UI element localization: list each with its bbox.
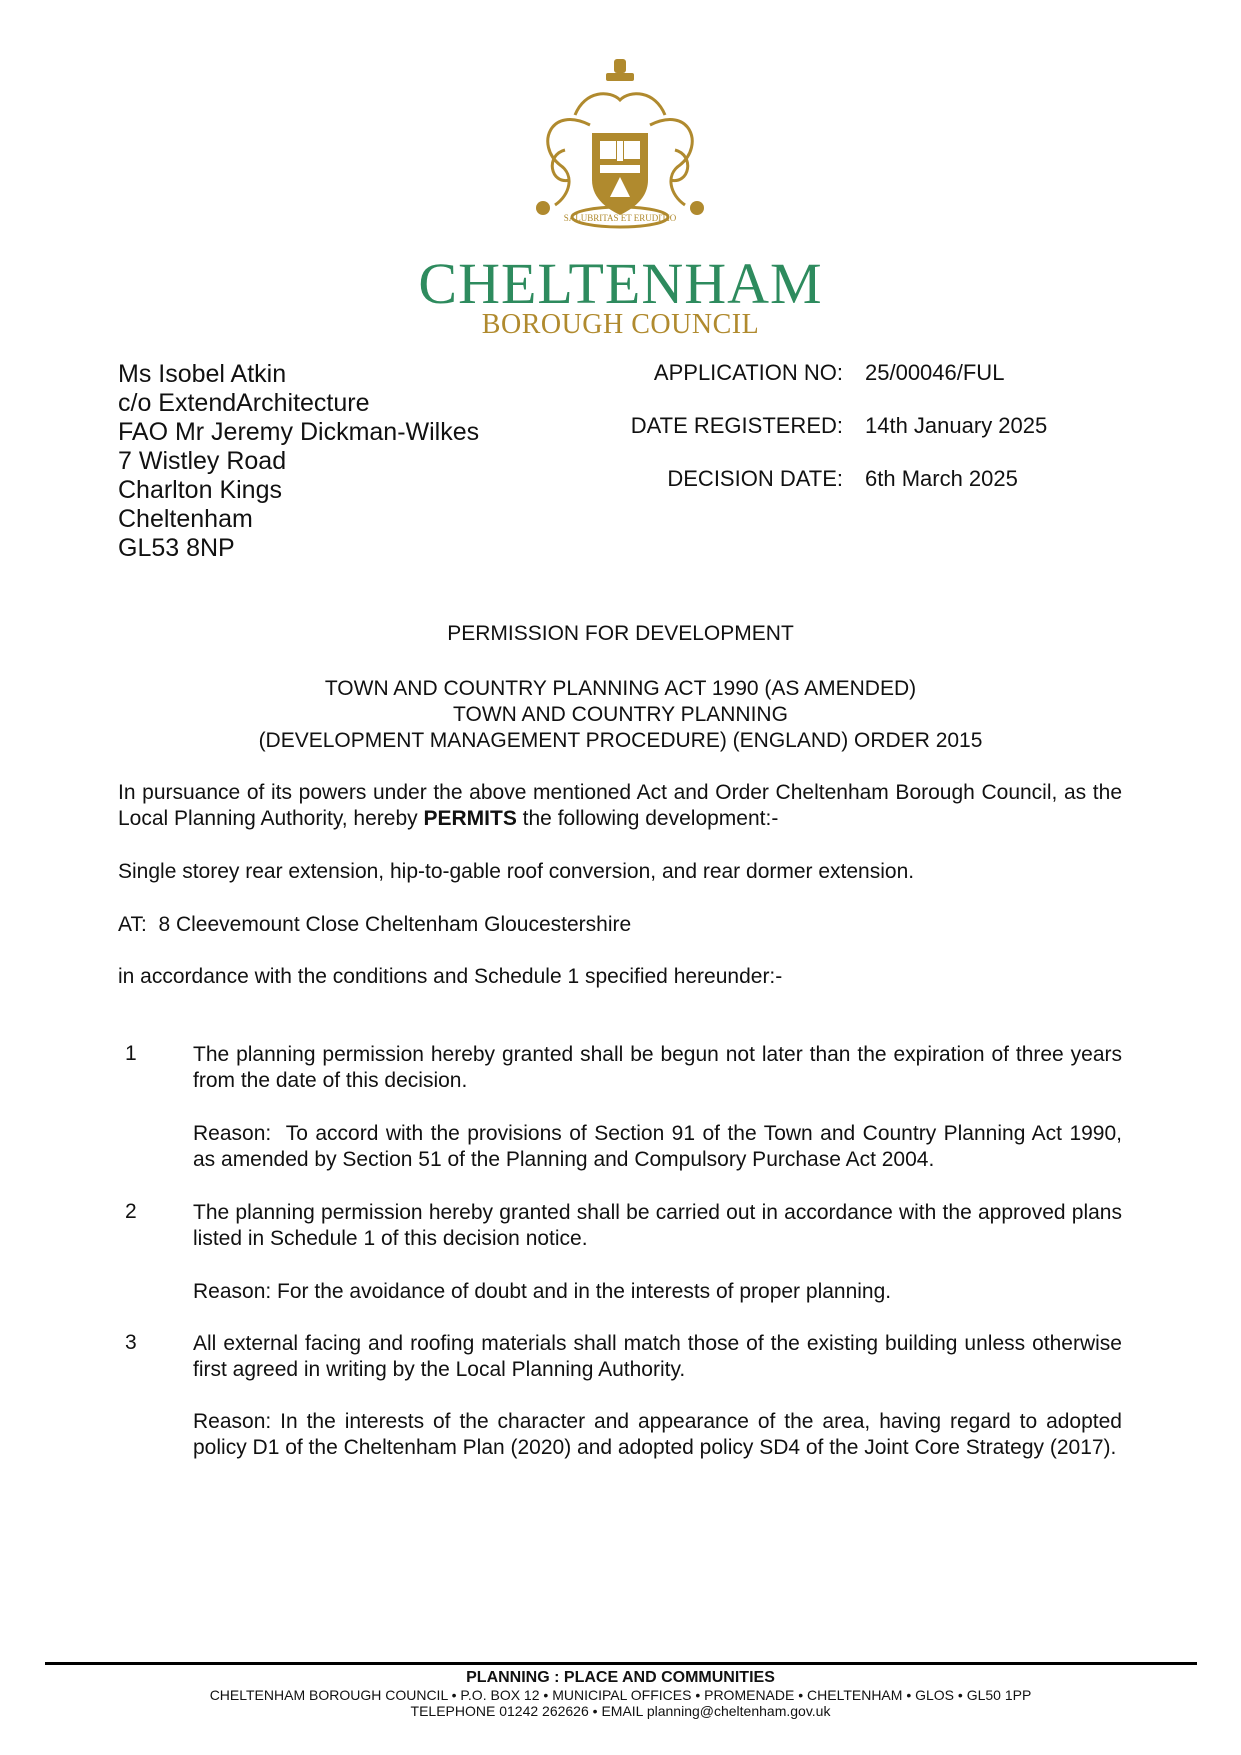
condition-number: 2	[125, 1200, 137, 1223]
legislation-line: TOWN AND COUNTRY PLANNING	[453, 703, 788, 726]
address-line: 7 Wistley Road	[118, 447, 287, 475]
development-description: Single storey rear extension, hip-to-gable roof conversion, and rear dormer extension.	[118, 860, 915, 883]
legislation-line: TOWN AND COUNTRY PLANNING ACT 1990 (AS AMENDED)	[324, 677, 917, 700]
intro-text: In pursuance of its powers under the above mentioned Act and Order Cheltenham Borough Council, as the Local Planning Authority, hereby	[118, 781, 1122, 830]
permits-keyword: PERMITS	[423, 807, 517, 830]
council-crest-logo	[530, 55, 710, 255]
condition-text: The planning permission hereby granted shall be carried out in accordance with the approved plans listed in Schedule 1 of this decision notice.	[193, 1201, 1122, 1250]
condition-text: All external facing and roofing materials shall match those of the existing building unless otherwise first agreed in writing by the Local Planning Authority.	[193, 1332, 1122, 1381]
site-location: AT: 8 Cleevemount Close Cheltenham Gloucestershire	[118, 913, 632, 936]
footer-department: PLANNING : PLACE AND COMMUNITIES	[466, 1669, 775, 1686]
application-number-row	[560, 360, 1120, 390]
date-registered-value: 14th January 2025	[865, 413, 1048, 438]
decision-date-label: DECISION DATE:	[667, 466, 843, 491]
condition-reason: Reason: For the avoidance of doubt and in the interests of proper planning.	[193, 1280, 892, 1303]
intro-paragraph	[118, 780, 1122, 832]
address-line: GL53 8NP	[118, 534, 235, 562]
decision-date-value: 6th March 2025	[865, 466, 1018, 491]
document-title: PERMISSION FOR DEVELOPMENT	[447, 622, 794, 645]
address-line: Ms Isobel Atkin	[118, 360, 287, 388]
intro-text-end: the following development:-	[516, 807, 779, 830]
application-number-label: APPLICATION NO:	[653, 360, 843, 385]
footer-contact: TELEPHONE 01242 262626 • EMAIL planning@cheltenham.gov.uk	[410, 1703, 831, 1719]
footer-divider	[45, 1662, 1197, 1665]
legislation-heading	[0, 676, 1241, 754]
decision-date-row	[560, 466, 1120, 496]
address-line: FAO Mr Jeremy Dickman-Wilkes	[118, 418, 480, 446]
condition-reason: Reason: To accord with the provisions of Section 91 of the Town and Country Planning Act 1990, as amended by Section 51 of the Planning and Compulsory Purchase Act 2004.	[193, 1122, 1128, 1171]
legislation-line: (DEVELOPMENT MANAGEMENT PROCEDURE) (ENGLAND) ORDER 2015	[258, 729, 983, 752]
recipient-address	[118, 360, 479, 563]
address-line: Charlton Kings	[118, 476, 282, 504]
date-registered-row	[560, 413, 1120, 443]
condition-number: 3	[125, 1331, 137, 1354]
council-subtitle: BOROUGH COUNCIL	[481, 309, 760, 340]
condition-reason: Reason: In the interests of the character and appearance of the area, having regard to adopted policy D1 of the Cheltenham Plan (2020) and adopted policy SD4 of the Joint Core Strategy (2017).	[193, 1410, 1122, 1459]
footer-address: CHELTENHAM BOROUGH COUNCIL • P.O. BOX 12 • MUNICIPAL OFFICES • PROMENADE • CHELTENHAM • GLOS • GL50 1PP	[209, 1687, 1032, 1703]
address-line: c/o ExtendArchitecture	[118, 389, 370, 417]
condition-text: The planning permission hereby granted shall be begun not later than the expiration of three years from the date of this decision.	[193, 1043, 1122, 1092]
date-registered-label: DATE REGISTERED:	[630, 413, 843, 438]
conditions-intro: in accordance with the conditions and Schedule 1 specified hereunder:-	[118, 965, 783, 988]
council-name: CHELTENHAM	[418, 251, 823, 316]
address-line: Cheltenham	[118, 505, 253, 533]
application-number-value: 25/00046/FUL	[865, 360, 1005, 385]
crest-motto: SALUBRITAS ET ERUDITIO	[563, 213, 677, 223]
condition-number: 1	[125, 1042, 137, 1065]
